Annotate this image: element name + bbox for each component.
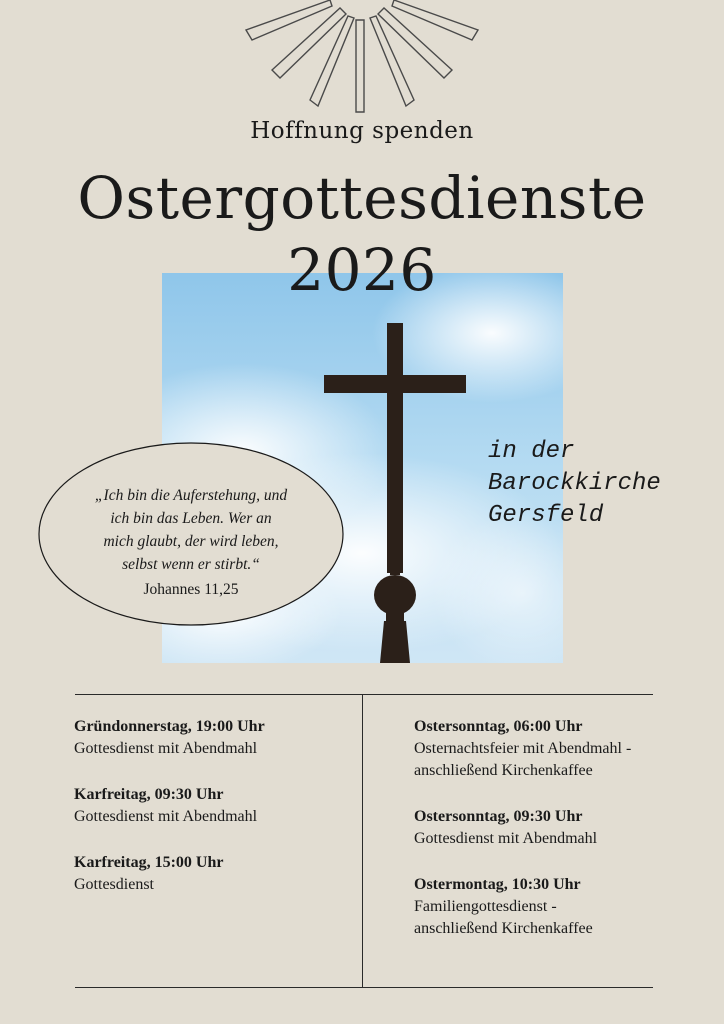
event-description-cont: anschließend Kirchenkaffee	[414, 762, 593, 779]
event-time: Ostersonntag, 06:00 Uhr	[414, 718, 583, 735]
event-time: Karfreitag, 09:30 Uhr	[74, 786, 224, 803]
quote-line-3: mich glaubt, der wird leben,	[103, 533, 279, 550]
divider-top	[75, 694, 653, 695]
event-time: Karfreitag, 15:00 Uhr	[74, 854, 224, 871]
event-description: Gottesdienst mit Abendmahl	[74, 740, 258, 757]
subtitle: Hoffnung spenden	[250, 118, 474, 144]
bible-quote	[60, 484, 322, 601]
event-description: Osternachtsfeier mit Abendmahl -	[414, 740, 632, 757]
event-description-cont: anschließend Kirchenkaffee	[414, 920, 593, 937]
divider-vertical	[362, 694, 363, 988]
divider-bottom	[75, 987, 653, 988]
event-item	[74, 852, 334, 896]
quote-line-4: selbst wenn er stirbt.“	[122, 556, 260, 573]
event-description: Gottesdienst	[74, 876, 154, 893]
sunrays-icon	[242, 0, 482, 118]
event-item	[74, 716, 334, 760]
event-item	[74, 784, 334, 828]
event-time: Ostermontag, 10:30 Uhr	[414, 876, 581, 893]
page-title	[0, 162, 724, 306]
event-time: Ostersonntag, 09:30 Uhr	[414, 808, 583, 825]
title-line-1: Ostergottesdienste	[77, 164, 647, 232]
title-line-2: 2026	[287, 236, 437, 304]
event-time: Gründonnerstag, 19:00 Uhr	[74, 718, 265, 735]
location-line-2: Barockkirche	[488, 470, 661, 497]
event-item	[414, 806, 654, 850]
event-item	[414, 874, 654, 940]
quote-line-2: ich bin das Leben. Wer an	[110, 510, 272, 527]
event-description: Gottesdienst mit Abendmahl	[74, 808, 258, 825]
schedule-right	[414, 716, 654, 964]
event-description: Familiengottesdienst -	[414, 898, 557, 915]
event-item	[414, 716, 654, 782]
event-description: Gottesdienst mit Abendmahl	[414, 830, 598, 847]
quote-reference: Johannes 11,25	[143, 581, 239, 598]
location-text	[488, 436, 688, 532]
schedule-left	[74, 716, 334, 920]
quote-line-1: „Ich bin die Auferstehung, und	[94, 487, 288, 504]
location-line-3: Gersfeld	[488, 502, 604, 529]
location-line-1: in der	[488, 438, 575, 465]
